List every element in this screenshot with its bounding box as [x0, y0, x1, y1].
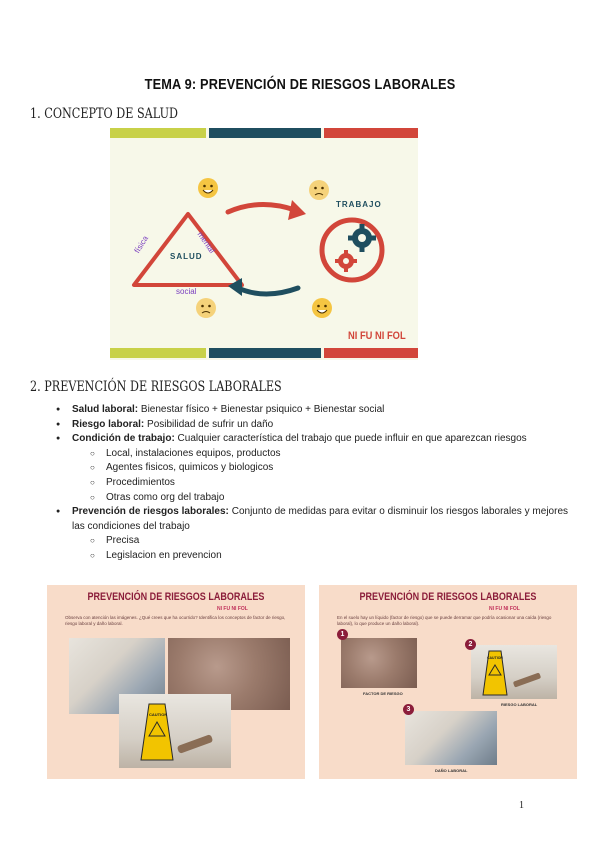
trabajo-circle	[322, 220, 382, 280]
fall-caution-photo	[471, 645, 557, 699]
salud-label: SALUD	[170, 252, 203, 261]
term-riesgo-laboral: Riesgo laboral:	[72, 418, 145, 430]
red-arrowhead	[288, 200, 306, 220]
sub-list-item: ○ Otras como org del trabajo	[56, 491, 568, 506]
caution-sign-label: CAUTION	[149, 712, 168, 717]
teal-arrowhead	[228, 278, 242, 296]
teal-arrow-icon	[238, 288, 298, 294]
mental-label: mental	[195, 230, 217, 255]
desc-riesgo-laboral: Posibilidad de sufrir un daño	[144, 418, 274, 430]
list-item	[56, 432, 568, 447]
desc-prevencion: Conjunto de medidas para evitar o disminuir los riesgos laborales y mejores las condiciones del trabajo	[72, 506, 568, 532]
caption-factor-riesgo: FACTOR DE RIESGO	[363, 691, 403, 696]
sad-emoji-icon	[309, 180, 329, 200]
term-prevencion: Prevención de riesgos laborales:	[72, 506, 229, 518]
slide-2-title: PREVENCIÓN DE RIESGOS LABORALES	[359, 591, 537, 603]
section-heading-salud: 1. CONCEPTO DE SALUD	[30, 106, 179, 122]
slide-1-subtitle: NI FU NI FOL	[217, 606, 248, 612]
list-item	[56, 505, 568, 534]
happy-emoji-icon	[198, 178, 218, 198]
sub-list-item: ○ Procedimientos	[56, 476, 568, 491]
sad-emoji-icon-2	[196, 298, 216, 318]
step-3-badge: 3	[403, 704, 414, 715]
slide-1-text: Observa con atención las imágenes. ¿Qué crees que ha ocurrido? Identifica los conceptos de factor de riesgo, riesgo laboral y daño laboral.	[65, 615, 286, 626]
fall-caution-photo	[119, 694, 231, 768]
caution-sign-icon	[471, 645, 557, 699]
sub-list-item: ○ Local, instalaciones equipos, productos	[56, 447, 568, 462]
term-condicion-trabajo: Condición de trabajo:	[72, 433, 175, 445]
page-title: TEMA 9: PREVENCIÓN DE RIESGOS LABORALES	[144, 76, 456, 93]
happy-emoji-icon-2	[312, 298, 332, 318]
fisica-label: física	[132, 234, 151, 255]
step-2-badge: 2	[465, 639, 476, 650]
caption-dano-laboral: DAÑO LABORAL	[435, 768, 468, 773]
slide-2-text: En el suelo hay un líquido (factor de riesgo) que se puede derramar que podría ocasionar una caída (riesgo laboral), lo que produce un daño laboral).	[337, 615, 552, 626]
social-label: social	[176, 287, 197, 296]
slide-1-title: PREVENCIÓN DE RIESGOS LABORALES	[87, 591, 265, 603]
caution-sign-label: CAUTION	[487, 656, 503, 660]
term-salud-laboral: Salud laboral:	[72, 404, 139, 415]
section-heading-prevencion: 2. PREVENCIÓN DE RIESGOS LABORALES	[30, 379, 282, 395]
slide-1-image	[47, 585, 305, 779]
sub-list-item: ○ Agentes fisicos, quimicos y biologicos	[56, 461, 568, 476]
slide-2-image	[319, 585, 577, 779]
hand-injury-photo	[405, 711, 497, 765]
desc-salud-laboral: Bienestar físico + Bienestar psiquico + Bienestar social	[138, 404, 385, 415]
step-1-badge: 1	[337, 629, 348, 640]
caution-sign-icon	[119, 694, 231, 768]
salud-diagram-image	[110, 128, 418, 360]
list-item	[56, 403, 568, 418]
sub-list-item: ○ Legislacion en prevencion	[56, 549, 568, 564]
sub-list-item: ○ Precisa	[56, 534, 568, 549]
trabajo-label: TRABAJO	[336, 200, 382, 209]
brand-logo: NI FU NI FOL	[348, 330, 406, 342]
list-item	[56, 418, 568, 433]
page-number: 1	[519, 800, 524, 811]
red-arrow-icon	[228, 204, 295, 212]
wet-floor-photo	[341, 638, 417, 688]
salud-triangle	[134, 214, 242, 285]
caption-riesgo-laboral: RIESGO LABORAL	[501, 702, 538, 707]
salud-diagram-svg	[110, 128, 418, 360]
prevention-list	[56, 403, 568, 564]
slide-2-subtitle: NI FU NI FOL	[489, 606, 520, 612]
desc-condicion-trabajo: Cualquier característica del trabajo que puede influir en que aparezcan riesgos	[174, 433, 527, 445]
